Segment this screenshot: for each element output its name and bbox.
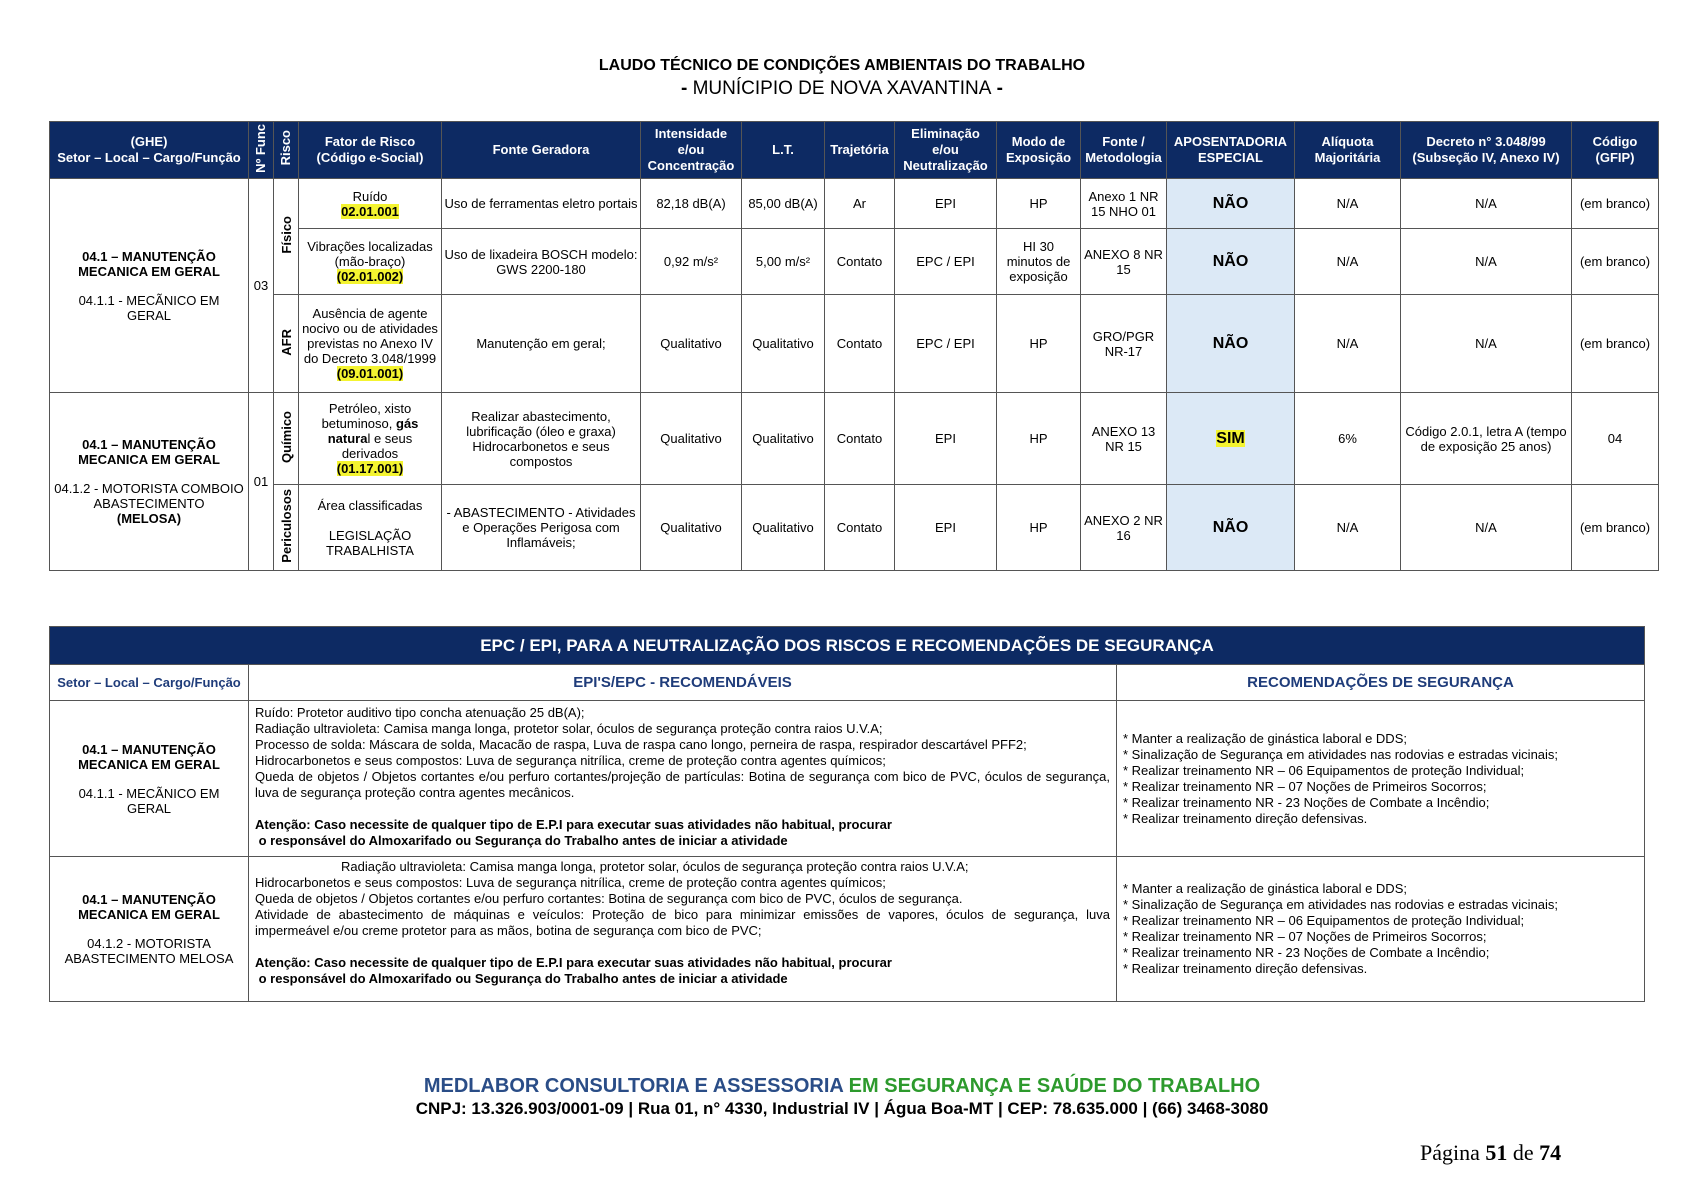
modo-cell: HP [997, 485, 1081, 571]
setor-cell: 04.1 – MANUTENÇÃO MECANICA EM GERAL 04.1.1 - MECÃNICO EM GERAL [50, 701, 249, 857]
col-fonte: Fonte Geradora [442, 122, 641, 179]
aliquota-cell: N/A [1295, 229, 1401, 295]
trajetoria-cell: Contato [825, 393, 895, 485]
lt-cell: Qualitativo [742, 295, 825, 393]
modo-cell: HP [997, 295, 1081, 393]
col-risco: Risco [274, 122, 299, 179]
col-fonte-metodologia: Fonte / Metodologia [1081, 122, 1167, 179]
col-epi: EPI'S/EPC - RECOMENDÁVEIS [249, 665, 1117, 701]
metodologia-cell: ANEXO 13 NR 15 [1081, 393, 1167, 485]
col-lt: L.T. [742, 122, 825, 179]
aposentadoria-cell: SIM [1167, 393, 1295, 485]
intensidade-cell: Qualitativo [641, 485, 742, 571]
table-row [50, 295, 1659, 393]
col-setor: Setor – Local – Cargo/Função [50, 665, 249, 701]
intensidade-cell: Qualitativo [641, 393, 742, 485]
metodologia-cell: GRO/PGR NR-17 [1081, 295, 1167, 393]
col-modo: Modo de Exposição [997, 122, 1081, 179]
table-row [50, 701, 1645, 857]
n-func-cell: 03 [249, 179, 274, 393]
col-trajetoria: Trajetória [825, 122, 895, 179]
aposentadoria-cell: NÃO [1167, 179, 1295, 229]
col-decreto: Decreto n° 3.048/99 (Subseção IV, Anexo IV) [1401, 122, 1572, 179]
aliquota-cell: 6% [1295, 393, 1401, 485]
aliquota-cell: N/A [1295, 295, 1401, 393]
fonte-cell: Manutenção em geral; [442, 295, 641, 393]
metodologia-cell: ANEXO 2 NR 16 [1081, 485, 1167, 571]
metodologia-cell: ANEXO 8 NR 15 [1081, 229, 1167, 295]
trajetoria-cell: Contato [825, 295, 895, 393]
fonte-cell: - ABASTECIMENTO - Atividades e Operações Perigosa com Inflamáveis; [442, 485, 641, 571]
eliminacao-cell: EPC / EPI [895, 295, 997, 393]
eliminacao-cell: EPI [895, 485, 997, 571]
epi-cell: Radiação ultravioleta: Camisa manga longa, protetor solar, óculos de segurança proteção contra raios U.V.A; Hidrocarbonetos e seus compostos: Luva de segurança nitrílica, creme de proteção contra agentes químicos; Queda de objetos / Objetos cortantes e/ou perfuro cortantes: Botina de segurança com bico de PVC, óculos de segurança. Atividade de abastecimento de máquinas e veículos: Proteção de bico para minimizar emissões de vapores, óculos de segurança, luva impermeável e/ou creme protetor para as mãos, botina de segurança com bico de PVC; Atenção: Caso necessite de qualquer tipo de E.P.I para executar suas atividades não habitual, procurar o responsável do Almoxarifado ou Segurança do Trabalho antes de iniciar a atividade [249, 857, 1117, 1002]
col-aliquota: Alíquota Majoritária [1295, 122, 1401, 179]
col-ghe: (GHE) Setor – Local – Cargo/Função [50, 122, 249, 179]
fonte-cell: Realizar abastecimento, lubrificação (óleo e graxa) Hidrocarbonetos e seus compostos [442, 393, 641, 485]
aliquota-cell: N/A [1295, 179, 1401, 229]
decreto-cell: N/A [1401, 295, 1572, 393]
fator-cell: Área classificadas LEGISLAÇÃO TRABALHISTA [299, 485, 442, 571]
risk-table-header [50, 122, 1659, 179]
col-codigo: Código (GFIP) [1572, 122, 1659, 179]
risco-cell: Físico [274, 179, 299, 295]
modo-cell: HP [997, 179, 1081, 229]
aposentadoria-cell: NÃO [1167, 295, 1295, 393]
fator-cell: Petróleo, xisto betuminoso, gás natural e seus derivados (01.17.001) [299, 393, 442, 485]
codigo-cell: 04 [1572, 393, 1659, 485]
codigo-cell: (em branco) [1572, 229, 1659, 295]
eliminacao-cell: EPI [895, 393, 997, 485]
col-n-func: Nº Func [249, 122, 274, 179]
decreto-cell: N/A [1401, 485, 1572, 571]
setor-cell: 04.1 – MANUTENÇÃO MECANICA EM GERAL 04.1.1 - MECÃNICO EM GERAL [50, 179, 249, 393]
aliquota-cell: N/A [1295, 485, 1401, 571]
col-aposentadoria: APOSENTADORIA ESPECIAL [1167, 122, 1295, 179]
col-eliminacao: Eliminação e/ou Neutralização [895, 122, 997, 179]
modo-cell: HP [997, 393, 1081, 485]
fator-cell: Ruído 02.01.001 [299, 179, 442, 229]
aposentadoria-cell: NÃO [1167, 229, 1295, 295]
intensidade-cell: Qualitativo [641, 295, 742, 393]
page-number: Página 51 de 74 [1420, 1140, 1562, 1165]
lt-cell: 85,00 dB(A) [742, 179, 825, 229]
decreto-cell: N/A [1401, 179, 1572, 229]
epi-cell: Ruído: Protetor auditivo tipo concha atenuação 25 dB(A); Radiação ultravioleta: Camisa manga longa, protetor solar, óculos de segurança proteção contra raios U.V.A; Processo de solda: Máscara de solda, Macacão de raspa, Luva de raspa cano longo, perneira de raspa, respirador descartável PFF2; Hidrocarbonetos e seus compostos: Luva de segurança nitrílica, creme de proteção contra agentes químicos; Queda de objetos / Objetos cortantes e/ou perfuro cortantes/projeção de partículas: Botina de segurança com bico de PVC, óculos de segurança, luva de segurança proteção contra agentes mecânicos. Atenção: Caso necessite de qualquer tipo de E.P.I para executar suas atividades não habitual, procurar o responsável do Almoxarifado ou Segurança do Trabalho antes de iniciar a atividade [249, 701, 1117, 857]
table-row [50, 393, 1659, 485]
footer-company: MEDLABOR CONSULTORIA E ASSESSORIA EM SEGURANÇA E SAÚDE DO TRABALHO [423, 1075, 1261, 1097]
risco-cell: Periculosos [274, 485, 299, 571]
lt-cell: 5,00 m/s² [742, 229, 825, 295]
setor-cell: 04.1 – MANUTENÇÃO MECANICA EM GERAL 04.1.2 - MOTORISTA ABASTECIMENTO MELOSA [50, 857, 249, 1002]
epi-table [49, 626, 1645, 1002]
codigo-cell: (em branco) [1572, 485, 1659, 571]
col-intensidade: Intensidade e/ou Concentração [641, 122, 742, 179]
fator-cell: Ausência de agente nocivo ou de atividades previstas no Anexo IV do Decreto 3.048/1999 (09.01.001) [299, 295, 442, 393]
eliminacao-cell: EPI [895, 179, 997, 229]
epi-table-header [50, 665, 1645, 701]
codigo-cell: (em branco) [1572, 179, 1659, 229]
col-fator: Fator de Risco (Código e-Social) [299, 122, 442, 179]
n-func-cell: 01 [249, 393, 274, 571]
document-title: LAUDO TÉCNICO DE CONDIÇÕES AMBIENTAIS DO TRABALHO [598, 57, 1086, 74]
aposentadoria-cell: NÃO [1167, 485, 1295, 571]
table-row [50, 485, 1659, 571]
trajetoria-cell: Contato [825, 485, 895, 571]
epi-table-title: EPC / EPI, PARA A NEUTRALIZAÇÃO DOS RISCOS E RECOMENDAÇÕES DE SEGURANÇA [50, 627, 1645, 665]
recomendacoes-cell: * Manter a realização de ginástica laboral e DDS; * Sinalização de Segurança em atividades nas rodovias e estradas vicinais; * Realizar treinamento NR – 06 Equipamentos de proteção Individual; * Realizar treinamento NR – 07 Noções de Primeiros Socorros; * Realizar treinamento NR - 23 Noções de Combate a Incêndio; * Realizar treinamento direção defensivas. [1117, 701, 1645, 857]
risco-cell: Químico [274, 393, 299, 485]
lt-cell: Qualitativo [742, 393, 825, 485]
intensidade-cell: 82,18 dB(A) [641, 179, 742, 229]
risco-cell: AFR [274, 295, 299, 393]
modo-cell: HI 30 minutos de exposição [997, 229, 1081, 295]
footer-address: CNPJ: 13.326.903/0001-09 | Rua 01, n° 4330, Industrial IV | Água Boa-MT | CEP: 78.635.000 | (66) 3468-3080 [415, 1099, 1269, 1118]
metodologia-cell: Anexo 1 NR 15 NHO 01 [1081, 179, 1167, 229]
table-row [50, 179, 1659, 229]
fator-cell: Vibrações localizadas (mão-braço) (02.01.002) [299, 229, 442, 295]
setor-cell: 04.1 – MANUTENÇÃO MECANICA EM GERAL 04.1.2 - MOTORISTA COMBOIO ABASTECIMENTO (MELOSA) [50, 393, 249, 571]
decreto-cell: Código 2.0.1, letra A (tempo de exposição 25 anos) [1401, 393, 1572, 485]
decreto-cell: N/A [1401, 229, 1572, 295]
trajetoria-cell: Contato [825, 229, 895, 295]
codigo-cell: (em branco) [1572, 295, 1659, 393]
recomendacoes-cell: * Manter a realização de ginástica laboral e DDS; * Sinalização de Segurança em atividades nas rodovias e estradas vicinais; * Realizar treinamento NR – 06 Equipamentos de proteção Individual; * Realizar treinamento NR – 07 Noções de Primeiros Socorros; * Realizar treinamento NR - 23 Noções de Combate a Incêndio; * Realizar treinamento direção defensivas. [1117, 857, 1645, 1002]
table-row [50, 857, 1645, 1002]
fonte-cell: Uso de ferramentas eletro portais [442, 179, 641, 229]
trajetoria-cell: Ar [825, 179, 895, 229]
intensidade-cell: 0,92 m/s² [641, 229, 742, 295]
col-recomendacoes: RECOMENDAÇÕES DE SEGURANÇA [1117, 665, 1645, 701]
risk-table [49, 121, 1659, 571]
document-subtitle: - MUNÍCIPIO DE NOVA XAVANTINA - [681, 78, 1003, 99]
fonte-cell: Uso de lixadeira BOSCH modelo: GWS 2200-180 [442, 229, 641, 295]
lt-cell: Qualitativo [742, 485, 825, 571]
eliminacao-cell: EPC / EPI [895, 229, 997, 295]
